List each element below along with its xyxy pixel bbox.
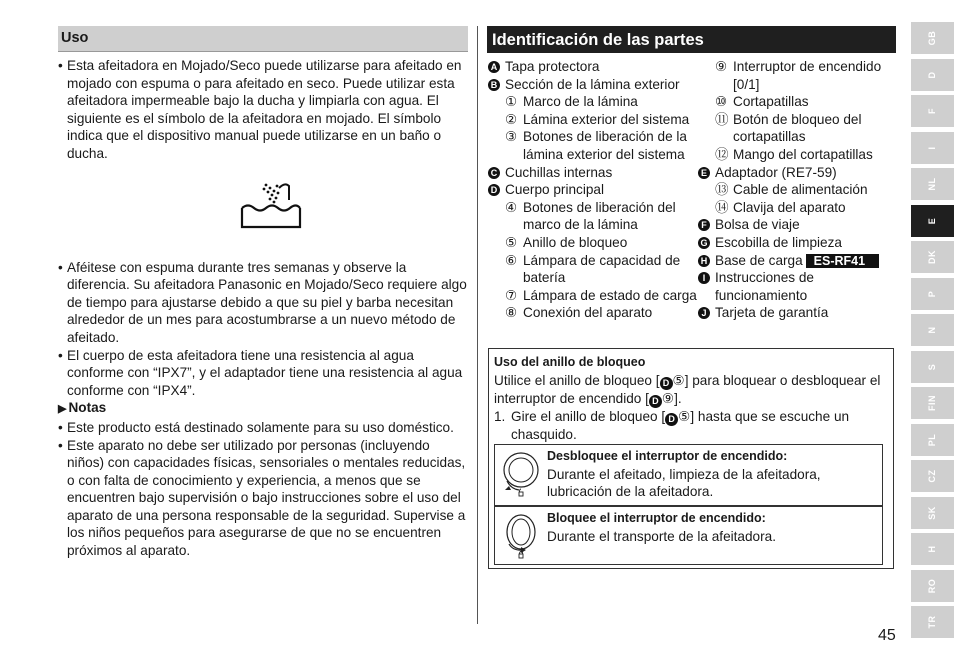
part-item bbox=[487, 76, 697, 94]
part-label: Cortapatillas bbox=[733, 94, 809, 110]
part-label: Conexión del aparato bbox=[523, 305, 653, 321]
part-label: Clavija del aparato bbox=[733, 199, 846, 215]
language-tab-nl[interactable] bbox=[911, 168, 954, 200]
uso-paragraph: • Esta afeitadora en Mojado/Seco puede utilizarse para afeitado en mojado con espuma o para afeitado en seco. Puede utilizar esta afeitadora impermeable bajo la ducha y limpiarla con agua. El siguiente es el símbolo de la afeitadora en mojado. El símbolo indica que el dispositivo manual puede utilizarse en un baño o ducha. bbox=[58, 57, 468, 163]
intro-text: Utilice el anillo de bloqueo [ bbox=[494, 372, 660, 388]
part-letter-badge: E bbox=[698, 167, 710, 179]
part-number: ⑨ bbox=[715, 59, 728, 74]
part-label: Cable de alimentación bbox=[733, 182, 868, 198]
lock-ring-title: Uso del anillo de bloqueo bbox=[494, 355, 646, 369]
part-letter-badge: C bbox=[488, 167, 500, 179]
part-letter-badge: D bbox=[488, 184, 500, 196]
uso-section bbox=[58, 26, 468, 560]
part-number: ⑪ bbox=[715, 111, 729, 127]
language-tab-label: SK bbox=[926, 505, 937, 520]
notes-list bbox=[58, 419, 468, 560]
part-label: Mango del cortapatillas bbox=[733, 146, 873, 162]
part-item bbox=[697, 269, 896, 304]
column-divider bbox=[477, 26, 478, 624]
language-tab-label: P bbox=[926, 290, 937, 297]
language-tab-e[interactable] bbox=[911, 205, 954, 237]
parts-column-1 bbox=[487, 58, 697, 322]
part-label: Cuerpo principal bbox=[505, 182, 604, 198]
ref-badge: D bbox=[660, 377, 673, 390]
part-number: ⑩ bbox=[715, 94, 728, 110]
part-label: Adaptador (RE7-59) bbox=[715, 164, 837, 180]
part-label: Anillo de bloqueo bbox=[523, 234, 628, 250]
part-item bbox=[487, 181, 697, 199]
part-item bbox=[487, 164, 697, 182]
part-label: Marco de la lámina bbox=[523, 94, 638, 110]
part-letter-badge: B bbox=[488, 79, 500, 91]
unlock-dial-icon bbox=[501, 448, 541, 504]
language-tab-label: NL bbox=[926, 177, 937, 191]
language-tab-f[interactable] bbox=[911, 95, 954, 127]
lock-ring-step bbox=[494, 408, 888, 444]
step-text: Gire el anillo de bloqueo [ bbox=[511, 408, 666, 424]
part-letter-badge: J bbox=[698, 307, 710, 319]
uso-paragraph: • Aféitese con espuma durante tres semanas y observe la diferencia. Su afeitadora Panasonic en Mojado/Seco requiere algo de tiempo para ajustarse debido a que su piel y barba necesitan alrededor de un mes para acostumbrarse a un nuevo método de afeitado. bbox=[58, 259, 468, 347]
note-item: • Este producto está destinado solamente para su uso doméstico. bbox=[58, 419, 468, 437]
part-item bbox=[697, 252, 896, 270]
part-item bbox=[697, 164, 896, 182]
part-label: Tarjeta de garantía bbox=[715, 305, 829, 321]
intro-text: ] para bloquear o desbloquear el interruptor de encendido [ bbox=[494, 372, 881, 406]
language-tab-label: E bbox=[926, 217, 937, 224]
language-tab-label: I bbox=[926, 145, 937, 150]
parts-column-2 bbox=[697, 58, 896, 322]
lock-dial-icon bbox=[501, 510, 541, 564]
part-label: Botones de liberación de la lámina exterior del sistema bbox=[523, 129, 687, 162]
language-tab-label: CZ bbox=[926, 469, 937, 483]
ref-badge: D bbox=[649, 395, 662, 408]
part-item bbox=[697, 216, 896, 234]
part-number: ④ bbox=[505, 199, 518, 215]
part-number: ② bbox=[505, 111, 518, 127]
part-label: Cuchillas internas bbox=[505, 164, 613, 180]
ref-number: ⑤ bbox=[678, 408, 691, 424]
language-tab-p[interactable] bbox=[911, 278, 954, 310]
part-item bbox=[697, 234, 896, 252]
notes-heading bbox=[58, 399, 468, 419]
language-tab-n[interactable] bbox=[911, 314, 954, 346]
language-tabs bbox=[911, 22, 954, 643]
notes-label: Notas bbox=[68, 400, 107, 416]
part-item bbox=[697, 111, 896, 146]
language-tab-label: FIN bbox=[926, 395, 937, 411]
shower-bath-icon bbox=[239, 180, 303, 240]
part-item bbox=[697, 58, 896, 93]
page-number: 45 bbox=[878, 627, 896, 644]
shower-symbol bbox=[58, 163, 468, 259]
step-text: ] hasta que se escuche un chasquido. bbox=[511, 408, 850, 442]
part-item bbox=[487, 128, 697, 163]
language-tab-cz[interactable] bbox=[911, 460, 954, 492]
language-tab-label: N bbox=[926, 326, 937, 334]
model-tag: ES-RF41 bbox=[806, 254, 879, 268]
part-label: Lámina exterior del sistema bbox=[523, 111, 690, 127]
part-item bbox=[487, 58, 697, 76]
language-tab-sk[interactable] bbox=[911, 497, 954, 529]
language-tab-tr[interactable] bbox=[911, 606, 954, 638]
part-label: Lámpara de capacidad de batería bbox=[523, 252, 681, 286]
part-item bbox=[487, 93, 697, 111]
language-tab-dk[interactable] bbox=[911, 241, 954, 273]
ref-number: ⑨ bbox=[661, 390, 675, 406]
part-item bbox=[487, 234, 697, 252]
part-number: ③ bbox=[505, 129, 518, 145]
part-item bbox=[487, 111, 697, 129]
unlock-text: Durante el afeitado, limpieza de la afeitadora, lubricación de la afeitadora. bbox=[547, 466, 821, 500]
intro-text: ]. bbox=[674, 390, 682, 406]
language-tab-label: DK bbox=[926, 250, 937, 264]
language-tab-label: TR bbox=[926, 615, 937, 629]
part-item bbox=[487, 199, 697, 234]
part-item bbox=[487, 287, 697, 305]
uso-paragraph: • El cuerpo de esta afeitadora tiene una resistencia al agua conforme con “IPX7”, y el adaptador tiene una resistencia al agua conforme con “IPX4”. bbox=[58, 347, 468, 400]
part-letter-badge: H bbox=[698, 255, 710, 267]
part-label: Lámpara de estado de carga bbox=[523, 287, 697, 303]
lock-title: Bloquee el interruptor de encendido: bbox=[547, 511, 766, 525]
part-label: Interruptor de encendido [0/1] bbox=[733, 59, 882, 92]
part-label: Botones de liberación del marco de la lámina bbox=[523, 199, 676, 233]
language-tab-fin[interactable] bbox=[911, 387, 954, 419]
part-item bbox=[697, 304, 896, 322]
language-tab-ro[interactable] bbox=[911, 570, 954, 602]
part-number: ⑤ bbox=[505, 234, 518, 250]
lock-panel bbox=[494, 506, 883, 565]
language-tab-gb[interactable] bbox=[911, 22, 954, 54]
part-label: Base de carga bbox=[715, 252, 803, 268]
language-tab-h[interactable] bbox=[911, 533, 954, 565]
language-tab-label: GB bbox=[926, 30, 937, 46]
part-item bbox=[487, 252, 697, 287]
part-label: Bolsa de viaje bbox=[715, 217, 800, 233]
part-label: Botón de bloqueo del cortapatillas bbox=[733, 111, 862, 145]
part-number: ⑥ bbox=[505, 252, 518, 268]
language-tab-label: F bbox=[926, 108, 937, 114]
language-tab-s[interactable] bbox=[911, 351, 954, 383]
ref-number: ⑤ bbox=[672, 372, 685, 388]
triangle-arrow-icon: ▶ bbox=[58, 403, 67, 416]
part-number: ⑭ bbox=[715, 199, 729, 215]
language-tab-label: D bbox=[926, 71, 937, 78]
unlock-title: Desbloquee el interruptor de encendido: bbox=[547, 449, 788, 463]
part-item bbox=[487, 304, 697, 322]
parts-list bbox=[487, 58, 896, 322]
part-label: Instrucciones de funcionamiento bbox=[715, 270, 814, 303]
part-label: Sección de la lámina exterior bbox=[505, 76, 680, 92]
lock-text: Durante el transporte de la afeitadora. bbox=[547, 528, 776, 544]
step-number: 1. bbox=[494, 408, 506, 424]
language-tab-pl[interactable] bbox=[911, 424, 954, 456]
part-label: Escobilla de limpieza bbox=[715, 234, 842, 250]
language-tab-label: S bbox=[926, 363, 937, 370]
language-tab-label: H bbox=[926, 545, 937, 553]
uso-list-2 bbox=[58, 259, 468, 400]
uso-list bbox=[58, 57, 468, 163]
part-letter-badge: I bbox=[698, 272, 710, 284]
part-item bbox=[697, 146, 896, 164]
part-number: ⑬ bbox=[715, 182, 729, 198]
unlock-panel bbox=[494, 444, 883, 506]
ref-badge: D bbox=[665, 413, 678, 426]
language-tab-i[interactable] bbox=[911, 132, 954, 164]
part-item bbox=[697, 93, 896, 111]
part-number: ⑧ bbox=[505, 305, 518, 321]
part-letter-badge: F bbox=[698, 219, 710, 231]
part-number: ① bbox=[505, 94, 518, 110]
language-tab-label: PL bbox=[926, 433, 937, 446]
part-item bbox=[697, 181, 896, 199]
part-number: ⑦ bbox=[505, 287, 518, 303]
part-item bbox=[697, 199, 896, 217]
lock-ring-intro bbox=[494, 372, 888, 408]
lock-ring-box bbox=[488, 348, 894, 569]
part-label: Tapa protectora bbox=[505, 59, 600, 74]
parts-section bbox=[487, 26, 896, 322]
part-number: ⑫ bbox=[715, 146, 729, 162]
uso-heading: Uso bbox=[58, 26, 468, 52]
parts-heading: Identificación de las partes bbox=[487, 26, 896, 53]
language-tab-d[interactable] bbox=[911, 59, 954, 91]
note-item: • Este aparato no debe ser utilizado por personas (incluyendo niños) con capacidades físicas, sensoriales o mentales reducidas, o con falta de conocimiento y experiencia, a menos que se encuentren bajo supervisión o bajo instrucciones sobre el uso del aparato de una persona responsable de la seguridad. Supervise a los niños pequeños para asegurarse de que no se encuentren próximos al aparato. bbox=[58, 437, 468, 560]
language-tab-label: RO bbox=[926, 578, 937, 593]
part-letter-badge: G bbox=[698, 237, 710, 249]
part-letter-badge: A bbox=[488, 61, 500, 73]
